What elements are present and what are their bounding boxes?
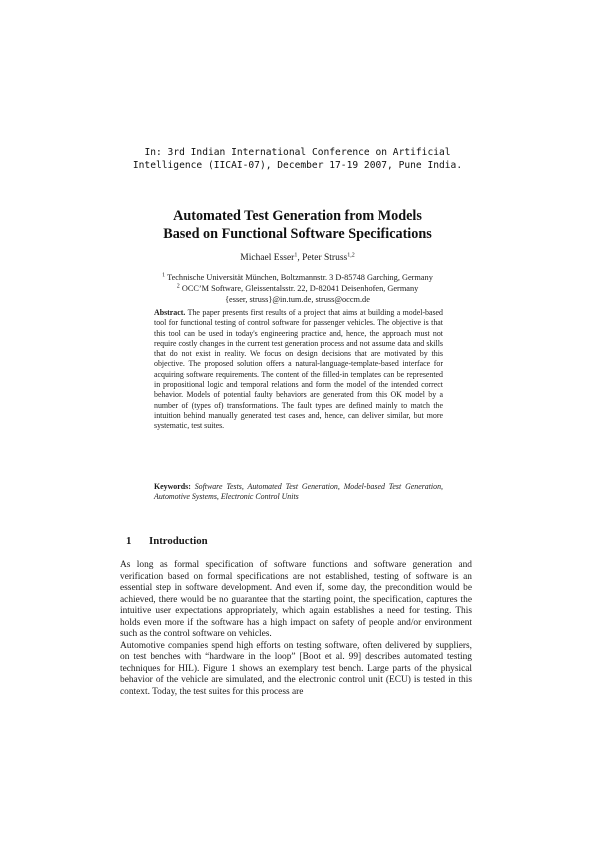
affiliation-mark: 1	[162, 272, 166, 279]
conference-note-line1: In: 3rd Indian International Conference on Artificial	[144, 147, 451, 158]
affiliations	[90, 272, 505, 305]
paper-title-line2: Based on Functional Software Specifications	[163, 226, 432, 242]
author-name: Michael Esser	[240, 253, 295, 263]
paper-title	[90, 207, 505, 243]
conference-note	[100, 146, 495, 172]
body-paragraph: As long as formal specification of software functions and software generation and verification based on formal specifications are not established, testing of software is an essential step in software development. And even if, some day, the precondition would be achieved, there would be no guarantee that the starting point, the specification, captures the intuitive user expectations appropriately, which again establishes a need for testing. This holds even more if the software has a high impact on safety of people and/or environment such as the control software on vehicles.	[120, 560, 472, 640]
affiliation-mark: 2	[176, 283, 180, 290]
author-name: Peter Struss	[302, 253, 348, 263]
affiliation-line	[90, 272, 505, 283]
abstract	[154, 308, 443, 432]
section-number: 1	[126, 535, 132, 547]
conference-note-line2: Intelligence (IICAI-07), December 17-19 2007, Pune India.	[132, 160, 463, 171]
keywords-label: Keywords:	[154, 482, 191, 491]
author-emails: {esser, struss}@in.tum.de, struss@occm.de	[225, 295, 370, 304]
keywords	[154, 482, 443, 503]
body-paragraph: Automotive companies spend high efforts on testing software, often delivered by suppliers, on test benches with “hardware in the loop” [Boot et al. 99] describes automated testing techniques for HIL). Figure 1 shows an exemplary test bench. Large parts of the physical behavior of the vehicle are simulated, and the electronic control unit (ECU) is tested in this context. Today, the test suites for this process are	[120, 640, 472, 698]
affiliation-text: OCC’M Software, Gleissentalsstr. 22, D-82041 Deisenhofen, Germany	[181, 284, 419, 293]
abstract-label: Abstract.	[154, 308, 186, 317]
author-affiliation-mark: 1,2	[347, 252, 355, 259]
author-list	[90, 252, 505, 264]
section-heading	[126, 535, 208, 548]
affiliation-text: Technische Universität München, Boltzmannstr. 3 D-85748 Garching, Germany	[167, 273, 433, 282]
author-separator: ,	[297, 253, 303, 263]
section-body	[120, 560, 472, 699]
keywords-text: Software Tests, Automated Test Generation, Model-based Test Generation, Automotive Systems, Electronic Control Units	[154, 482, 443, 502]
section-title: Introduction	[149, 535, 208, 547]
abstract-text: The paper presents first results of a project that aims at building a model-based tool for functional testing of control software for passenger vehicles. The objective is that this tool can be used in today's engineering practice and, hence, the approach must not require costly changes in the current test generation process and not assume data and skills that do not exist in reality. We focus on design decisions that are motivated by this objective. The proposed solution offers a natural-language-template-based interface for acquiring software requirements. The content of the filled-in templates can be represented in propositional logic and temporal relations and form the model of the intended correct behavior. Models of potential faulty behaviors are generated from this OK model by a number of (types of) transformations. The fault types are defined mainly to match the intuition behind manually generated test cases and, hence, can deliver similar, but more systematic, test suites.	[154, 308, 443, 431]
affiliation-line	[90, 283, 505, 294]
paper-title-line1: Automated Test Generation from Models	[173, 208, 422, 224]
author-affiliation-mark: 1	[294, 252, 298, 259]
